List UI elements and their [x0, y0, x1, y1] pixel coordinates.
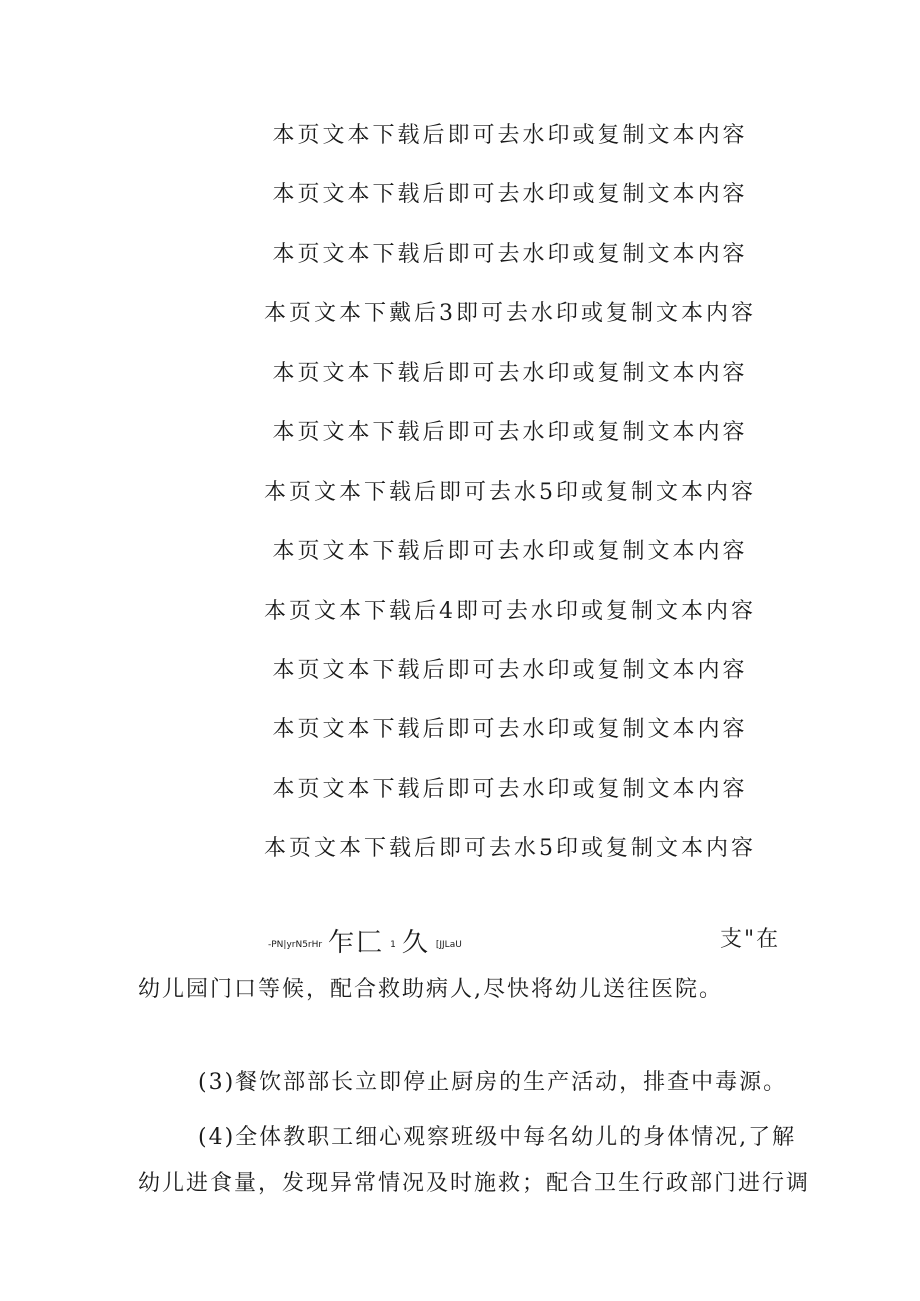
garbled-text-fragment	[268, 922, 462, 959]
watermark-line: 本页文本下载后即可去水印或复制文本内容	[272, 123, 748, 148]
watermark-line: 本页文本下载后即可去水印或复制文本内容	[272, 361, 748, 386]
watermark-line: 本页文本下载后即可去水印或复制文本内容	[272, 182, 748, 207]
garbled-small-left: -PN|yrN5rHr	[268, 940, 323, 950]
watermark-line: 本页文本下载后即可去水5印或复制文本内容	[264, 480, 756, 505]
garbled-small-right: [JJLaU	[435, 940, 462, 950]
watermark-line: 本页文本下载后即可去水印或复制文本内容	[272, 658, 748, 683]
garbled-right-fragment: 支"在	[720, 927, 781, 952]
garbled-big-1: 乍匚	[328, 928, 385, 958]
watermark-line: 本页文本下戴后3即可去水印或复制文本内容	[264, 301, 756, 326]
watermark-line: 本页文本下载后即可去水5印或复制文本内容	[264, 836, 756, 861]
body-line-2: (3)餐饮部部长立即停止厨房的生产活动，排查中毒源。	[198, 1070, 788, 1095]
watermark-line: 本页文本下载后即可去水印或复制文本内容	[272, 242, 748, 267]
watermark-line: 本页文本下载后即可去水印或复制文本内容	[272, 777, 748, 802]
body-line-3: (4)全体教职工细心观察班级中每名幼儿的身体情况,了解	[198, 1125, 797, 1150]
watermark-line: 本页文本下载后即可去水印或复制文本内容	[272, 717, 748, 742]
watermark-line: 本页文本下载后即可去水印或复制文本内容	[272, 420, 748, 445]
body-line-1: 幼儿园门口等候，配合救助病人,尽快将幼儿送往医院。	[138, 977, 723, 1002]
body-line-4: 幼儿进食量，发现异常情况及时施救；配合卫生行政部门进行调	[138, 1171, 811, 1196]
garbled-big-2: 久	[401, 928, 430, 958]
watermark-line: 本页文本下载后4即可去水印或复制文本内容	[264, 599, 756, 624]
garbled-small-mid: 1	[390, 940, 396, 950]
watermark-line: 本页文本下载后即可去水印或复制文本内容	[272, 539, 748, 564]
